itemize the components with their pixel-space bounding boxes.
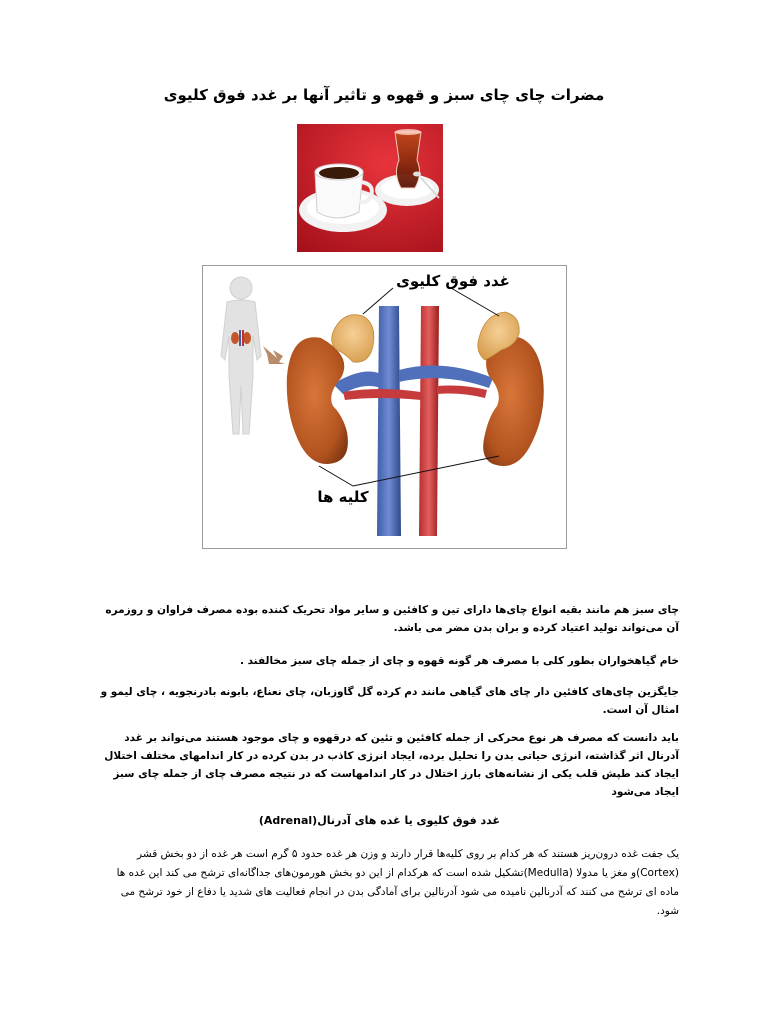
adrenal-diagram xyxy=(202,265,567,549)
section-heading-adrenal: غدد فوق کلیوی یا غده های آدرنال(Adrenal) xyxy=(258,814,500,827)
paragraph-raw-vegans: خام گیاهخواران بطور کلی با مصرف هر گونه قهوه و چای از جمله چای سبز مخالفند . xyxy=(239,655,679,667)
pointer-arrow-icon xyxy=(263,346,285,364)
paragraph-stimulants-adrenal: باید دانست که مصرف هر نوع محرکی از جمله کافئین و تئین که درقهوه و چای موجود هستند می‌تواند بر غدد آدرنال اثر گذاشته، انرژی حیاتی بدن را تحلیل برده، ایجاد انرژی کاذب در بدن کرده در کار اندامهای مختلف اختلال ایجاد کند طپش قلب یکی از نشانه‌های بارز اختلال در کار اندامهاست که در نتیجه مصرف چای از جمله چای سبز ایجاد می‌شود xyxy=(104,732,679,798)
page-title: مضرات چای چای سبز و قهوه و تاثیر آنها بر غدد فوق کلیوی xyxy=(163,86,605,104)
human-silhouette xyxy=(221,277,261,434)
paragraph-adrenal-description: یک جفت غده درون‌ریز هستند که هر کدام بر روی کلیه‌ها قرار دارند و وزن هر غده حدود ۵ گرم است هر غده از دو بخش قشر (Cortex)و مغز یا مدولا (Medulla)تشکیل شده است که هرکدام از این دو بخش هورمون‌های جداگانه‌ای ترشح می کند این غده ها ماده ای ترشح می کنند که آدرنالین نامیده می شود آدرنالین برای آمادگی بدن در انجام فعالیت های شدید یا دفاع از خود ترشح می شود. xyxy=(116,848,679,917)
paragraph-green-tea: چای سبز هم مانند بقیه انواع چای‌ها دارای تین و کافئین و سایر مواد تحریک کننده بوده مصرف فراوان و روزمره آن می‌تواند تولید اعتیاد کرده و بران بدن مضر می باشد. xyxy=(105,604,679,634)
paragraph-herbal-alternatives: جایگزین چای‌های کافئین دار چای های گیاهی مانند دم کرده گل گاوزبان، چای نعناع، بابونه بادرنجویه ، چای لیمو و امثال آن است. xyxy=(100,686,679,716)
label-kidneys: کلیه ها xyxy=(317,488,369,506)
label-adrenal-glands: غدد فوق کلیوی xyxy=(396,272,510,290)
tea-coffee-photo xyxy=(297,124,443,252)
